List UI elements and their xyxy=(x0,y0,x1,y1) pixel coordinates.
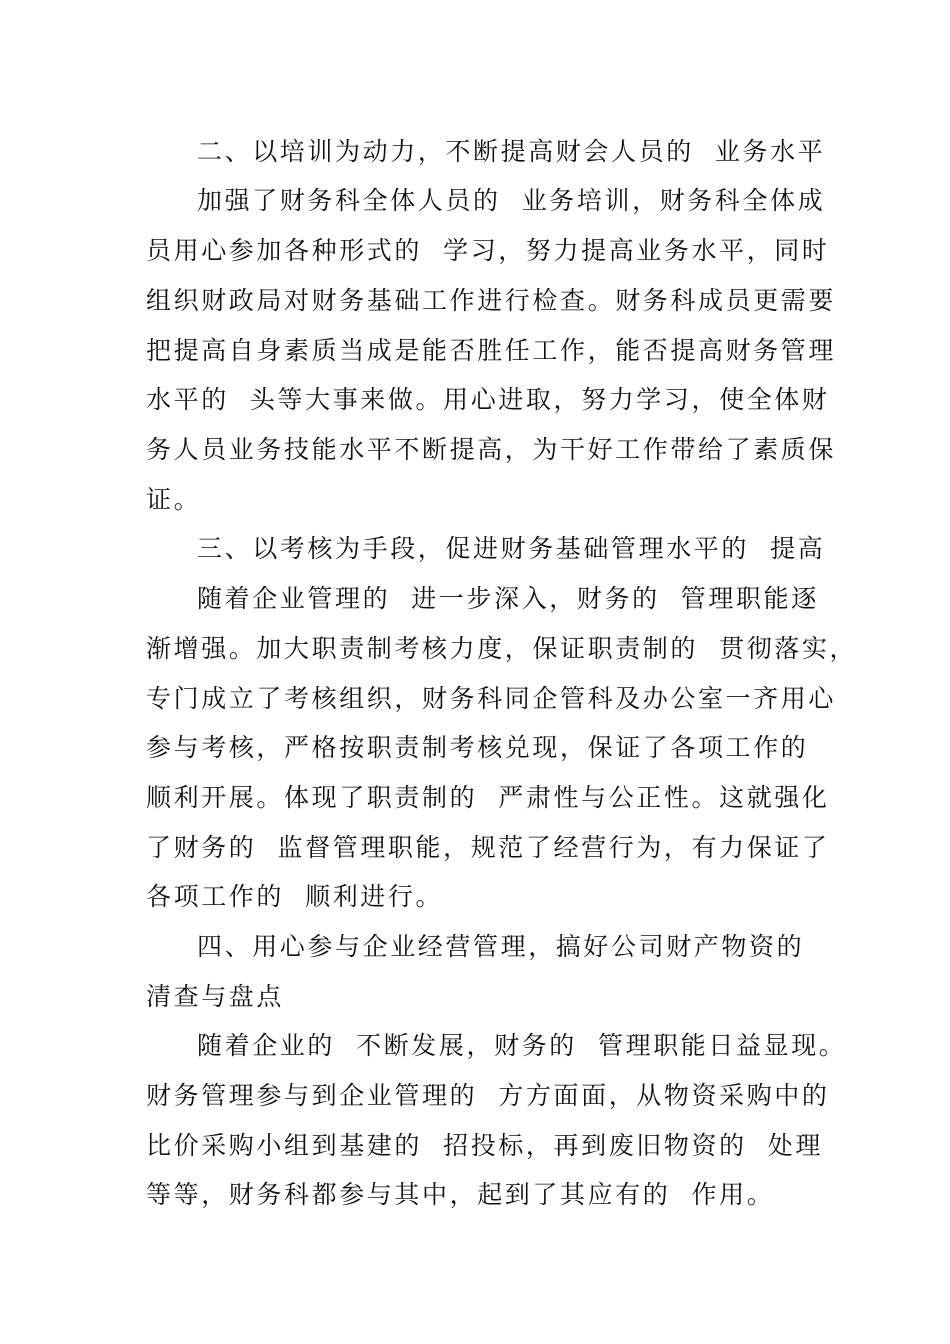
paragraph-line: 比价采购小组到基建的 招投标，再到废旧物资的 处理 xyxy=(146,1131,823,1160)
section-heading-3: 三、以考核为手段，促进财务基础管理水平的 提高 xyxy=(197,534,826,563)
paragraph-line: 顺利开展。体现了职责制的 严肃性与公正性。这就强化 xyxy=(146,783,830,812)
paragraph-line: 水平的 头等大事来做。用心进取，努力学习，使全体财 xyxy=(146,385,830,414)
section-heading-4-continued: 清查与盘点 xyxy=(146,982,285,1011)
paragraph-line: 员用心参加各种形式的 学习，努力提高业务水平，同时 xyxy=(146,236,830,265)
paragraph-line: 各项工作的 顺利进行。 xyxy=(146,882,444,911)
section-heading-2: 二、以培训为动力，不断提高财会人员的 业务水平 xyxy=(197,137,826,166)
paragraph-line: 随着企业的 不断发展，财务的 管理职能日益显现。 xyxy=(197,1031,847,1060)
paragraph-line: 了财务的 监督管理职能，规范了经营行为，有力保证了 xyxy=(146,833,830,862)
paragraph-line: 参与考核，严格按职责制考核兑现，保证了各项工作的 xyxy=(146,733,809,762)
paragraph-line: 财务管理参与到企业管理的 方方面面，从物资采购中的 xyxy=(146,1081,830,1110)
paragraph-line: 渐增强。加大职责制考核力度，保证职责制的 贯彻落实， xyxy=(146,634,858,663)
section-heading-4: 四、用心参与企业经营管理，搞好公司财产物资的 xyxy=(197,932,805,961)
paragraph-line: 加强了财务科全体人员的 业务培训，财务科全体成 xyxy=(197,186,826,215)
paragraph-line: 务人员业务技能水平不断提高，为干好工作带给了素质保 xyxy=(146,435,837,464)
paragraph-line: 证。 xyxy=(146,485,202,514)
paragraph-line: 把提高自身素质当成是能否胜任工作，能否提高财务管理 xyxy=(146,336,837,365)
paragraph-line: 专门成立了考核组织，财务科同企管科及办公室一齐用心 xyxy=(146,684,837,713)
paragraph-line: 组织财政局对财务基础工作进行检查。财务科成员更需要 xyxy=(146,286,837,315)
paragraph-line: 等等，财务科都参与其中，起到了其应有的 作用。 xyxy=(146,1180,775,1209)
paragraph-line: 随着企业管理的 进一步深入，财务的 管理职能逐 xyxy=(197,584,819,613)
